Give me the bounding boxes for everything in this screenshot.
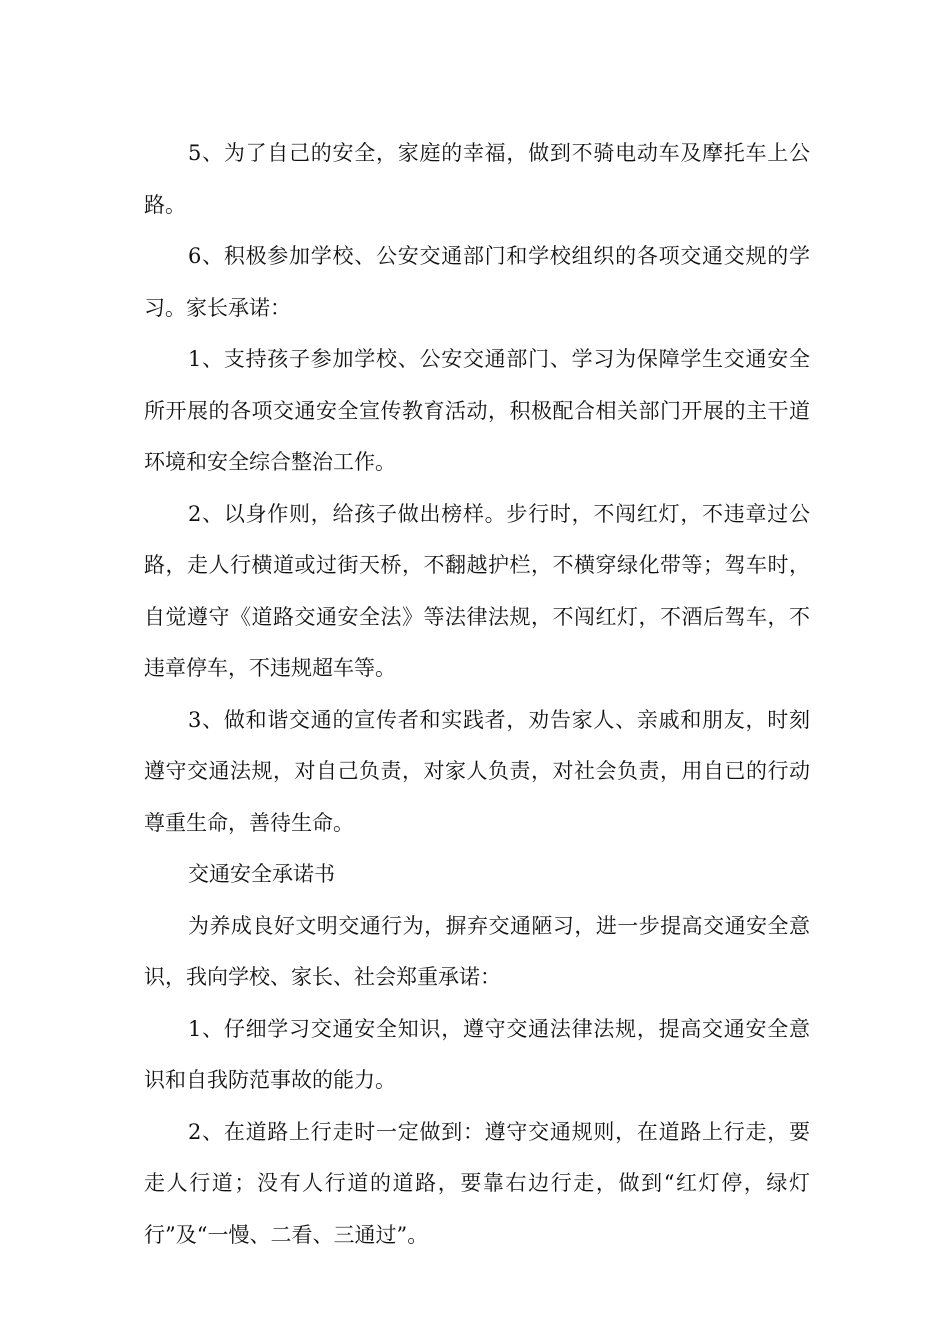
paragraph-parent-3: 3、做和谐交通的宣传者和实践者，劝告家人、亲戚和朋友，时刻遵守交通法规，对自己负责，对家人负责，对社会负责，用自已的行动尊重生命，善待生命。	[144, 707, 810, 835]
paragraph-parent-1: 1、支持孩子参加学校、公安交通部门、学习为保障学生交通安全所开展的各项交通安全宣传教育活动，积极配合相关部门开展的主干道环境和安全综合整治工作。	[144, 347, 810, 474]
paragraph-item-6-pledge: 6、积极参加学校、公安交通部门和学校组织的各项交通交规的学习。家长承诺：	[144, 244, 810, 320]
paragraph-intro: 为养成良好文明交通行为，摒弃交通陋习，进一步提高交通安全意识，我向学校、家长、社会郑重承诺：	[144, 913, 810, 989]
paragraph-item-5-pledge: 5、为了自己的安全，家庭的幸福，做到不骑电动车及摩托车上公路。	[144, 141, 810, 217]
document-body	[144, 128, 810, 1261]
paragraph-parent-2: 2、以身作则，给孩子做出榜样。步行时，不闯红灯，不违章过公路，走人行横道或过街天桥，不翻越护栏，不横穿绿化带等；驾车时，自觉遵守《道路交通安全法》等法律法规，不闯红灯，不酒后驾车，不违章停车，不违规超车等。	[144, 501, 810, 680]
section-title: 交通安全承诺书	[188, 862, 335, 886]
paragraph-student-2: 2、在道路上行走时一定做到：遵守交通规则，在道路上行走，要走人行道；没有人行道的道路，要靠右边行走，做到“红灯停，绿灯行”及“一慢、二看、三通过”。	[144, 1119, 810, 1247]
paragraph-student-1: 1、仔细学习交通安全知识，遵守交通法律法规，提高交通安全意识和自我防范事故的能力。	[144, 1016, 810, 1092]
